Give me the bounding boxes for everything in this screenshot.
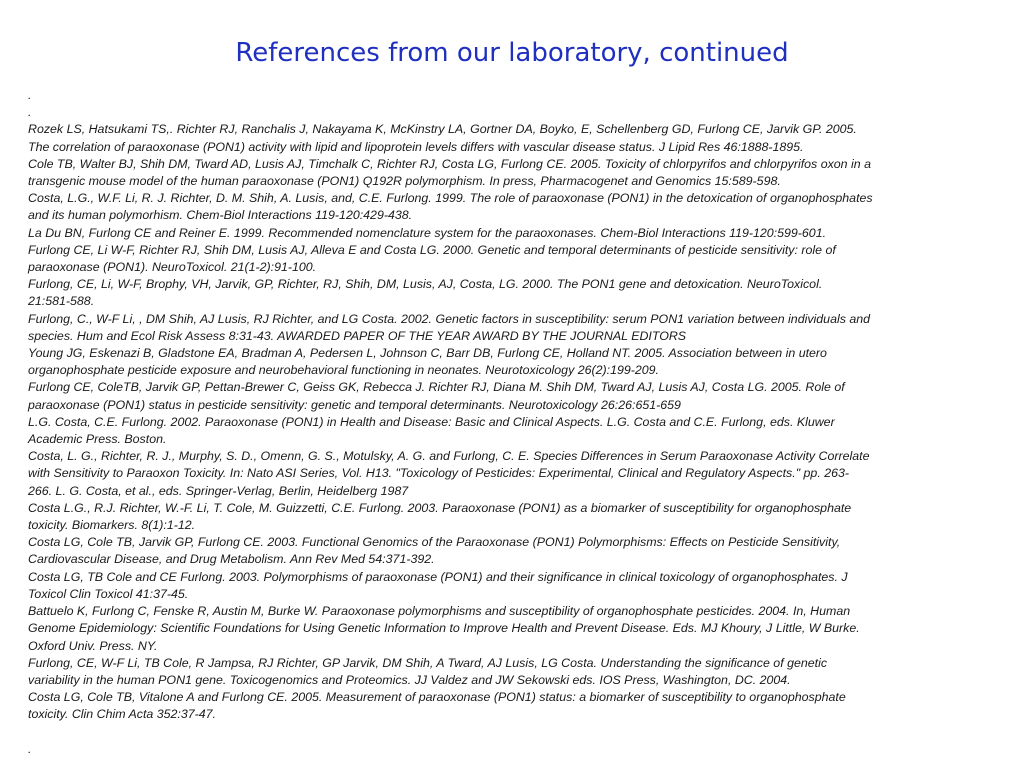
reference-item: .: [28, 105, 32, 120]
slide-title: References from our laboratory, continued: [235, 38, 789, 68]
reference-item: .: [28, 88, 32, 102]
reference-item: .: [28, 741, 32, 756]
reference-item: Costa L.G., R.J. Richter, W.-F. Li, T. Cole, M. Guizzetti, C.E. Furlong. 2003. Paraoxonase (PON1) as a biomarker of susceptibility for organophosphate toxicity. Biomarkers. 8(1):1-12.: [28, 500, 852, 533]
reference-item: Costa LG, Cole TB, Vitalone A and Furlong CE. 2005. Measurement of paraoxonase (PON1) status: a biomarker of susceptibility to organophosphate toxicity. Clin Chim Acta 352:37-47.: [28, 690, 846, 722]
reference-item: Costa LG, Cole TB, Jarvik GP, Furlong CE. 2003. Functional Genomics of the Paraoxonase (PON1) Polymorphisms: Effects on Pesticide Sensitivity, Cardiovascular Disease, and Drug Metabolism. Ann Rev Med 54:371-392.: [28, 535, 841, 567]
reference-list: [28, 87, 1000, 758]
reference-item: Costa, L.G., W.F. Li, R. J. Richter, D. M. Shih, A. Lusis, and, C.E. Furlong. 1999. The role of paraoxonase (PON1) in the detoxication of organophosphates and its human polymorhism. Chem-Biol Interactions 119-120:429-438.: [28, 191, 873, 223]
reference-item: Costa, L. G., Richter, R. J., Murphy, S. D., Omenn, G. S., Motulsky, A. G. and Furlong, C. E. Species Differences in Serum Paraoxonase Activity Correlate with Sensitivity to Paraoxon Toxicity. In: Nato ASI Series, Vol. H13. "Toxicology of Pesticides: Experimental, Clinical and Regulatory Aspects." pp. 263- 266. L. G. Costa, et al., eds. Springer-Verlag, Berlin, Heidelberg 1987: [28, 449, 870, 498]
reference-item: Battuelo K, Furlong C, Fenske R, Austin M, Burke W. Paraoxonase polymorphisms and susceptibility of organophosphate pesticides. 2004. In, Human Genome Epidemiology: Scientific Foundations for Using Genetic Information to Improve Health and Prevent Disease. Eds. MJ Khoury, J Little, W Burke. Oxford Univ. Press. NY.: [28, 604, 860, 653]
reference-item: L.G. Costa, C.E. Furlong. 2002. Paraoxonase (PON1) in Health and Disease: Basic and Clinical Aspects. L.G. Costa and C.E. Furlong, eds. Kluwer Academic Press. Boston.: [28, 414, 835, 447]
reference-item: Furlong CE, ColeTB, Jarvik GP, Pettan-Brewer C, Geiss GK, Rebecca J. Richter RJ, Diana M. Shih DM, Tward AJ, Lusis AJ, Costa LG. 2005. Role of paraoxonase (PON1) status in pesticide sensitivity: genetic and temporal determinants. Neurotoxicology 26:26:651-659: [28, 380, 845, 412]
reference-item: Furlong, CE, W-F Li, TB Cole, R Jampsa, RJ Richter, GP Jarvik, DM Shih, A Tward, AJ Lusis, LG Costa. Understanding the significance of genetic variability in the human PON1 gene. Toxicogenomics and Proteomics. JJ Valdez and JW Sekowski eds. IOS Press, Washington, DC. 2004.: [28, 655, 828, 687]
reference-item: Cole TB, Walter BJ, Shih DM, Tward AD, Lusis AJ, Timchalk C, Richter RJ, Costa LG, Furlong CE. 2005. Toxicity of chlorpyrifos and chlorpyrifos oxon in a transgenic mouse model of the human paraoxonase (PON1) Q192R polymorphism. In press, Pharmacogenet and Genomics 15:589-598.: [28, 156, 871, 189]
reference-item: Costa LG, TB Cole and CE Furlong. 2003. Polymorphisms of paraoxonase (PON1) and their significance in clinical toxicology of organophosphates. J Toxicol Clin Toxicol 41:37-45.: [28, 569, 848, 601]
reference-item: La Du BN, Furlong CE and Reiner E. 1999. Recommended nomenclature system for the paraoxonases. Chem-Biol Interactions 119-120:599-601.: [28, 225, 827, 240]
reference-item: Furlong CE, Li W-F, Richter RJ, Shih DM, Lusis AJ, Alleva E and Costa LG. 2000. Genetic and temporal determinants of pesticide sensitivity: role of paraoxonase (PON1). NeuroToxicol. 21(1-2):91-100.: [28, 242, 836, 275]
reference-spacer: [28, 724, 1000, 741]
reference-item: Young JG, Eskenazi B, Gladstone EA, Bradman A, Pedersen L, Johnson C, Barr DB, Furlong CE, Holland NT. 2005. Association between in utero organophosphate pesticide exposure and neurobehavioral functioning in neonates. Neurotoxicology 26(2):199-209.: [28, 346, 827, 378]
reference-item: Rozek LS, Hatsukami TS,. Richter RJ, Ranchalis J, Nakayama K, McKinstry LA, Gortner DA, Boyko, E, Schellenberg GD, Furlong CE, Jarvik GP. 2005. The correlation of paraoxonase (PON1) activity with lipid and lipoprotein levels differs with vascular disease status. J Lipid Res 46:1888-1895.: [28, 122, 857, 154]
reference-item: Furlong, CE, Li, W-F, Brophy, VH, Jarvik, GP, Richter, RJ, Shih, DM, Lusis, AJ, Costa, LG. 2000. The PON1 gene and detoxication. NeuroToxicol. 21:581-588.: [28, 277, 823, 309]
reference-item: Furlong, C., W-F Li, , DM Shih, AJ Lusis, RJ Richter, and LG Costa. 2002. Genetic factors in susceptibility: serum PON1 variation between individuals and species. Hum and Ecol Risk Assess 8:31-43. AWARDED PAPER OF THE YEAR AWARD BY THE JOURNAL EDITORS: [28, 311, 871, 343]
